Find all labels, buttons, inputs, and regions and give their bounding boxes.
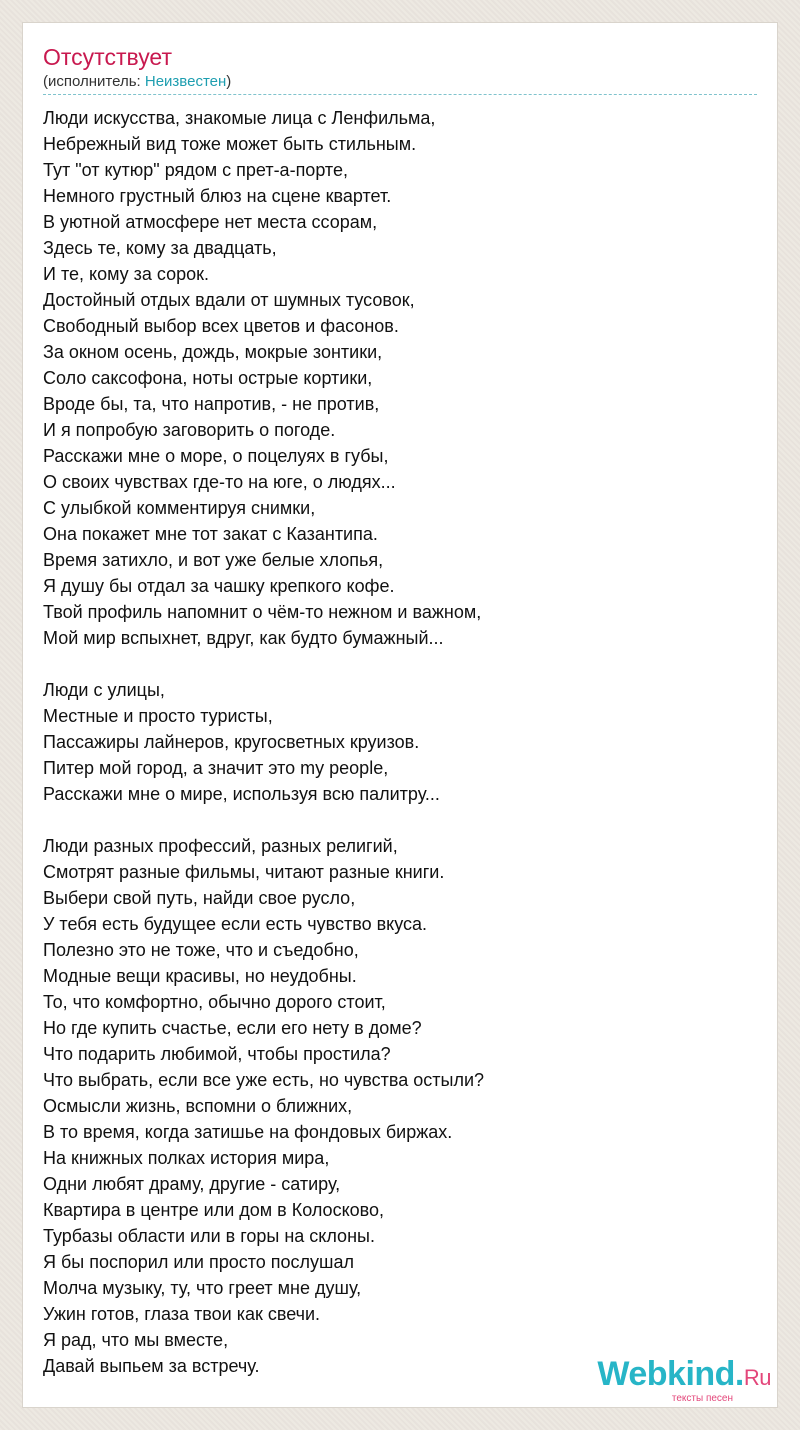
lyrics-text: [43, 105, 757, 1379]
lyric-line: То, что комфортно, обычно дорого стоит,: [43, 992, 386, 1012]
logo-dot: .: [734, 1355, 744, 1393]
lyric-line: Расскажи мне о море, о поцелуях в губы,: [43, 446, 389, 466]
lyric-line: В уютной атмосфере нет места ссорам,: [43, 212, 378, 232]
lyric-line: Выбери свой путь, найди свое русло,: [43, 888, 356, 908]
artist-link[interactable]: Неизвестен: [144, 73, 227, 90]
lyric-line: И те, кому за сорок.: [43, 264, 210, 284]
lyric-line: Я рад, что мы вместе,: [43, 1330, 229, 1350]
logo-word: Webkind: [597, 1355, 735, 1393]
lyric-line: В то время, когда затишье на фондовых биржах.: [43, 1122, 453, 1142]
lyric-line: Она покажет мне тот закат с Казантипа.: [43, 524, 378, 544]
lyric-line: Полезно это не тоже, что и съедобно,: [43, 940, 359, 960]
lyric-line: Модные вещи красивы, но неудобны.: [43, 966, 357, 986]
lyric-line: Люди разных профессий, разных религий,: [43, 836, 398, 856]
logo-tld: Ru: [743, 1365, 771, 1390]
lyric-line: Давай выпьем за встречу.: [43, 1356, 260, 1376]
stanza-break: [43, 807, 757, 833]
lyric-line: Молча музыку, ту, что греет мне душу,: [43, 1278, 362, 1298]
artist-prefix: (исполнитель:: [43, 73, 145, 90]
lyric-line: С улыбкой комментируя снимки,: [43, 498, 316, 518]
logo-tagline: тексты песен: [671, 1393, 733, 1404]
title-divider: [43, 94, 757, 95]
lyric-line: Пассажиры лайнеров, кругосветных круизов.: [43, 732, 420, 752]
song-title: Отсутствует: [43, 44, 172, 70]
lyric-line: Ужин готов, глаза твои как свечи.: [43, 1304, 321, 1324]
logo-wordmark: [597, 1357, 771, 1395]
lyric-line: Я душу бы отдал за чашку крепкого кофе.: [43, 576, 395, 596]
lyric-line: Я бы поспорил или просто послушал: [43, 1252, 354, 1272]
lyric-line: Твой профиль напомнит о чём-то нежном и важном,: [43, 602, 482, 622]
lyric-line: Люди искусства, знакомые лица с Ленфильма,: [43, 108, 436, 128]
lyric-line: На книжных полках история мира,: [43, 1148, 330, 1168]
lyric-line: Здесь те, кому за двадцать,: [43, 238, 277, 258]
lyric-line: О своих чувствах где-то на юге, о людях...: [43, 472, 396, 492]
webkind-logo[interactable]: [597, 1357, 771, 1405]
stanza-break: [43, 651, 757, 677]
lyric-line: Соло саксофона, ноты острые кортики,: [43, 368, 373, 388]
artist-suffix: ): [226, 73, 232, 90]
lyric-line: Местные и просто туристы,: [43, 706, 273, 726]
lyric-line: Немного грустный блюз на сцене квартет.: [43, 186, 392, 206]
lyrics-card: [22, 22, 778, 1408]
lyric-line: Мой мир вспыхнет, вдруг, как будто бумажный...: [43, 628, 444, 648]
lyric-line: Одни любят драму, другие - сатиру,: [43, 1174, 341, 1194]
lyric-line: Турбазы области или в горы на склоны.: [43, 1226, 375, 1246]
lyric-line: Тут "от кутюр" рядом с прет-а-порте,: [43, 160, 348, 180]
lyric-line: Расскажи мне о мире, используя всю палитру...: [43, 784, 440, 804]
lyric-line: Вроде бы, та, что напротив, - не против,: [43, 394, 380, 414]
lyric-line: Люди с улицы,: [43, 680, 165, 700]
artist-line: [43, 73, 231, 91]
lyric-line: У тебя есть будущее если есть чувство вкуса.: [43, 914, 428, 934]
lyric-line: И я попробую заговорить о погоде.: [43, 420, 336, 440]
lyric-line: Что выбрать, если все уже есть, но чувства остыли?: [43, 1070, 485, 1090]
lyric-line: Осмысли жизнь, вспомни о ближних,: [43, 1096, 353, 1116]
lyric-line: Небрежный вид тоже может быть стильным.: [43, 134, 417, 154]
lyric-line: Но где купить счастье, если его нету в доме?: [43, 1018, 422, 1038]
lyric-line: Время затихло, и вот уже белые хлопья,: [43, 550, 384, 570]
lyric-line: Достойный отдых вдали от шумных тусовок,: [43, 290, 415, 310]
lyric-line: За окном осень, дождь, мокрые зонтики,: [43, 342, 383, 362]
lyric-line: Питер мой город, а значит это my people,: [43, 758, 389, 778]
lyric-line: Свободный выбор всех цветов и фасонов.: [43, 316, 399, 336]
lyric-line: Смотрят разные фильмы, читают разные книги.: [43, 862, 445, 882]
lyric-line: Что подарить любимой, чтобы простила?: [43, 1044, 391, 1064]
lyric-line: Квартира в центре или дом в Колосково,: [43, 1200, 385, 1220]
